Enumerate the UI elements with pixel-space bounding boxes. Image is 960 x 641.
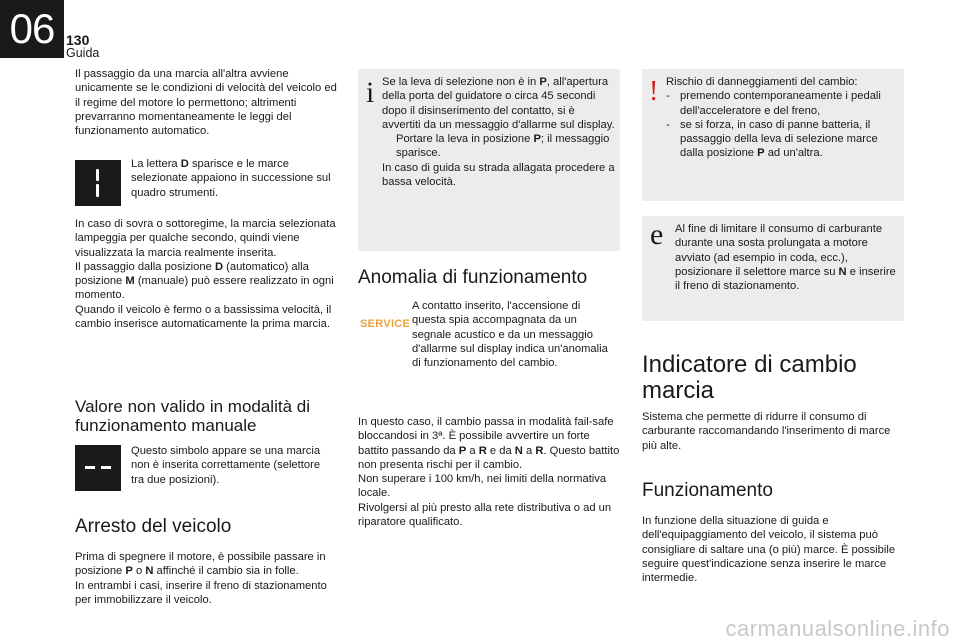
warning-title: Rischio di danneggiamenti del cambio: xyxy=(666,76,858,88)
section-name: Guida xyxy=(66,46,100,60)
failsafe-text xyxy=(358,415,620,529)
gear-shift-indicator-heading: Indicatore di cambio marcia xyxy=(642,351,857,404)
gear-digit-icon xyxy=(75,160,121,206)
functioning-text: In funzione della situazione di guida e dell'equipaggiamento del veicolo, il sistema può consigliare di saltare una (o più) marce. È possibile seguire quest'indicazione senza inserire le marce intermedie. xyxy=(642,515,896,585)
vehicle-stop-p2: In entrambi i casi, inserire il freno di stazionamento per immobilizzare il veicolo. xyxy=(75,579,327,606)
invalid-manual-heading: Valore non valido in modalità di funzionamento manuale xyxy=(75,397,310,435)
invalid-manual-text: Questo simbolo appare se una marcia non è inserita correttamente (selettore tra due posizioni). xyxy=(131,445,321,486)
warning-bullet-2: - se si forza, in caso di panne batteria, il passaggio della leva di selezione marce dalla posizione P ad un'altra. xyxy=(666,118,878,160)
malfunction-text: A contatto inserito, l'accensione di questa spia accompagnata da un segnale acustico e da un messaggio d'allarme sul display indica un'anomalia di funzionamento del cambio. xyxy=(412,300,608,370)
letter-d-note: La lettera D sparisce e le marce selezionate appaiono in successione sul quadro strumenti. xyxy=(131,158,331,199)
service-warning-icon: SERVICE xyxy=(360,318,411,330)
info-p1: Se la leva di selezione non è in P, all'apertura della porta del guidatore o circa 45 secondi dopo il disinserimento del contatto, si è avvertiti da un messaggio d'allarme sul display. xyxy=(382,76,615,131)
regime-line-3: Quando il veicolo è fermo o a bassissima velocità, il cambio inserisce automaticamente la prima marcia. xyxy=(75,303,332,331)
failsafe-p3: Rivolgersi al più presto alla rete distributiva o ad un riparatore qualificato. xyxy=(358,501,612,529)
regime-text xyxy=(75,217,339,331)
eco-icon: e xyxy=(650,218,664,251)
regime-line-2: Il passaggio dalla posizione D (automatico) alla posizione M (manuale) può essere realizzato in ogni momento. xyxy=(75,260,334,302)
gear-shift-indicator-text: Sistema che permette di ridurre il consumo di carburante raccomandando l'inserimento di marce più alte. xyxy=(642,411,891,452)
vehicle-stop-heading: Arresto del veicolo xyxy=(75,516,232,537)
functioning-heading: Funzionamento xyxy=(642,480,773,501)
info-icon: i xyxy=(366,76,375,109)
double-dash-gear-icon xyxy=(75,445,121,491)
info-bullet: Portare la leva in posizione P; il messaggio sparisce. xyxy=(396,133,610,160)
warning-panel xyxy=(642,69,904,201)
warning-exclamation-icon: ! xyxy=(649,76,659,107)
vehicle-stop-p1: Prima di spegnere il motore, è possibile passare in posizione P o N affinché il cambio sia in folle. xyxy=(75,551,326,578)
failsafe-p2: Non superare i 100 km/h, nei limiti della normativa locale. xyxy=(358,473,607,500)
warning-text xyxy=(666,75,902,161)
info-panel xyxy=(358,69,620,251)
warning-bullet-1: - premendo contemporaneamente i pedali dell'acceleratore e del freno, xyxy=(666,90,881,117)
intro-paragraph: Il passaggio da una marcia all'altra avviene unicamente se le condizioni di velocità del veicolo ed il regime del motore lo permettono; altrimenti prevarranno momentaneamente le leggi del funzionamento automatico. xyxy=(75,68,337,138)
eco-text: Al fine di limitare il consumo di carburante durante una sosta prolungata a motore avviato (ad esempio in coda, ecc.), posizionare il selettore marce su N e inserire il freno di stazionamento. xyxy=(675,223,896,293)
info-text xyxy=(382,75,616,189)
vehicle-stop-text xyxy=(75,550,337,607)
regime-line-1: In caso di sovra o sottoregime, la marcia selezionata lampeggia per qualche secondo, quindi viene visualizzata la marcia realmente inserita. xyxy=(75,218,336,259)
malfunction-heading: Anomalia di funzionamento xyxy=(358,267,588,288)
failsafe-p1: In questo caso, il cambio passa in modalità fail-safe bloccandosi in 3ª. È possibile avvertire un forte battito passando da P a R e da N a R. Questo battito non presenta rischi per il cambio. xyxy=(358,416,620,471)
chapter-number-badge: 06 xyxy=(0,0,64,58)
info-p2: In caso di guida su strada allagata procedere a bassa velocità. xyxy=(382,161,615,189)
page-number: 130 xyxy=(66,32,90,48)
eco-panel xyxy=(642,216,904,321)
watermark: carmanualsonline.info xyxy=(725,615,950,641)
